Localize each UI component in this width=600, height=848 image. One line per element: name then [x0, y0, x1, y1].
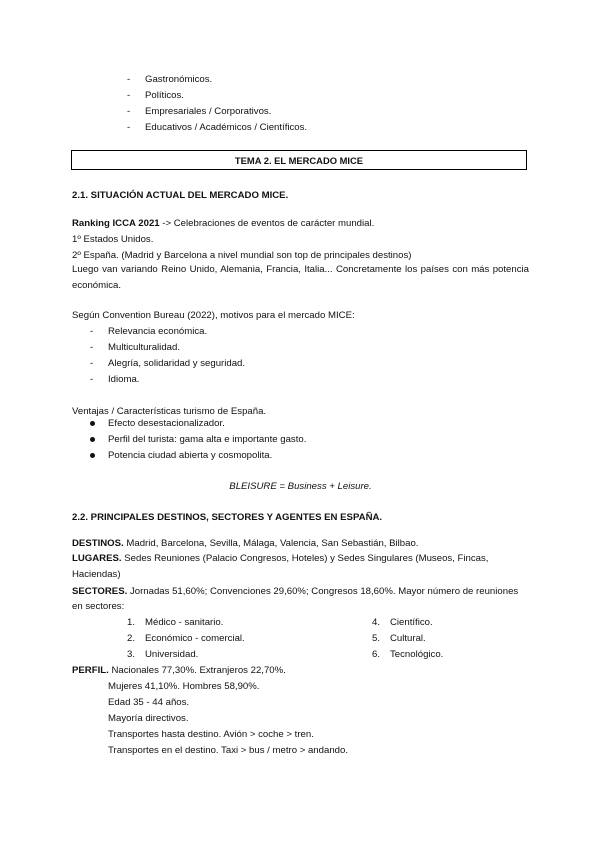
- sector-num: 5.: [372, 633, 381, 644]
- sector-num: 3.: [127, 649, 136, 660]
- list-dash: -: [90, 326, 94, 337]
- sector-item: Tecnológico.: [390, 649, 444, 660]
- list-dash: -: [90, 358, 94, 369]
- list-dash: -: [127, 74, 131, 85]
- perfil-text: Nacionales 77,30%. Extranjeros 22,70%.: [108, 665, 286, 676]
- perfil-label: PERFIL.: [72, 665, 109, 676]
- list-item: Relevancia económica.: [108, 326, 208, 337]
- sector-item: Científico.: [390, 617, 433, 628]
- ventajas-intro: Ventajas / Características turismo de España.: [72, 406, 267, 417]
- destinos-line: [72, 538, 418, 550]
- sector-item: Económico - comercial.: [145, 633, 245, 644]
- section-heading: 2.2. PRINCIPALES DESTINOS, SECTORES Y AGENTES EN ESPAÑA.: [72, 512, 383, 523]
- perfil-item: Transportes en el destino. Taxi > bus / metro > andando.: [108, 745, 348, 756]
- destinos-label: DESTINOS.: [72, 538, 124, 549]
- section-heading: 2.1. SITUACIÓN ACTUAL DEL MERCADO MICE.: [72, 190, 289, 201]
- tema-title-box: [71, 150, 527, 170]
- bullet-icon: [90, 437, 95, 442]
- perfil-item: Mujeres 41,10%. Hombres 58,90%.: [108, 681, 260, 692]
- perfil-line: [72, 665, 286, 677]
- paragraph-later: Luego van variando Reino Unido, Alemania, Francia, Italia... Concretamente los países con más potencia económica.: [72, 264, 529, 291]
- ranking-label: Ranking ICCA 2021: [72, 218, 160, 229]
- sectores-cont: en sectores:: [72, 601, 125, 612]
- list-item: Alegría, solidaridad y seguridad.: [108, 358, 246, 369]
- list-item: Educativos / Académicos / Científicos.: [145, 122, 308, 133]
- list-item: Efecto desestacionalizador.: [108, 418, 225, 429]
- convention-intro: Según Convention Bureau (2022), motivos para el mercado MICE:: [72, 310, 355, 321]
- perfil-item: Transportes hasta destino. Avión > coche > tren.: [108, 729, 314, 740]
- sector-num: 4.: [372, 617, 381, 628]
- bullet-icon: [90, 421, 95, 426]
- sector-item: Médico - sanitario.: [145, 617, 224, 628]
- ranking-first: 1º Estados Unidos.: [72, 234, 154, 245]
- lugares-line: [72, 553, 488, 565]
- list-item: Empresariales / Corporativos.: [145, 106, 272, 117]
- sector-item: Cultural.: [390, 633, 426, 644]
- list-item: Políticos.: [145, 90, 184, 101]
- list-dash: -: [90, 342, 94, 353]
- perfil-item: Mayoría directivos.: [108, 713, 189, 724]
- sector-item: Universidad.: [145, 649, 199, 660]
- bleisure-line: BLEISURE = Business + Leisure.: [229, 481, 372, 492]
- lugares-label: LUGARES.: [72, 553, 122, 564]
- list-item: Idioma.: [108, 374, 140, 385]
- perfil-item: Edad 35 - 44 años.: [108, 697, 190, 708]
- ranking-text: -> Celebraciones de eventos de carácter mundial.: [159, 218, 375, 229]
- sector-num: 1.: [127, 617, 136, 628]
- sector-num: 2.: [127, 633, 136, 644]
- list-item: Perfil del turista: gama alta e importante gasto.: [108, 434, 307, 445]
- lugares-text: Sedes Reuniones (Palacio Congresos, Hoteles) y Sedes Singulares (Museos, Fincas,: [121, 553, 489, 564]
- sector-num: 6.: [372, 649, 381, 660]
- sectores-line: [72, 586, 518, 598]
- lugares-cont: Haciendas): [72, 569, 121, 580]
- destinos-text: Madrid, Barcelona, Sevilla, Málaga, Valencia, San Sebastián, Bilbao.: [123, 538, 419, 549]
- sectores-text: Jornadas 51,60%; Convenciones 29,60%; Congresos 18,60%. Mayor número de reuniones: [127, 586, 519, 597]
- sectores-label: SECTORES.: [72, 586, 128, 597]
- list-dash: -: [127, 90, 131, 101]
- list-item: Potencia ciudad abierta y cosmopolita.: [108, 450, 273, 461]
- ranking-second: 2º España. (Madrid y Barcelona a nivel mundial son top de principales destinos): [72, 250, 412, 261]
- list-item: Multiculturalidad.: [108, 342, 180, 353]
- list-dash: -: [127, 106, 131, 117]
- tema-title: TEMA 2. EL MERCADO MICE: [234, 154, 364, 166]
- list-dash: -: [90, 374, 94, 385]
- bullet-icon: [90, 453, 95, 458]
- list-dash: -: [127, 122, 131, 133]
- list-item: Gastronómicos.: [145, 74, 213, 85]
- ranking-line: [72, 218, 374, 230]
